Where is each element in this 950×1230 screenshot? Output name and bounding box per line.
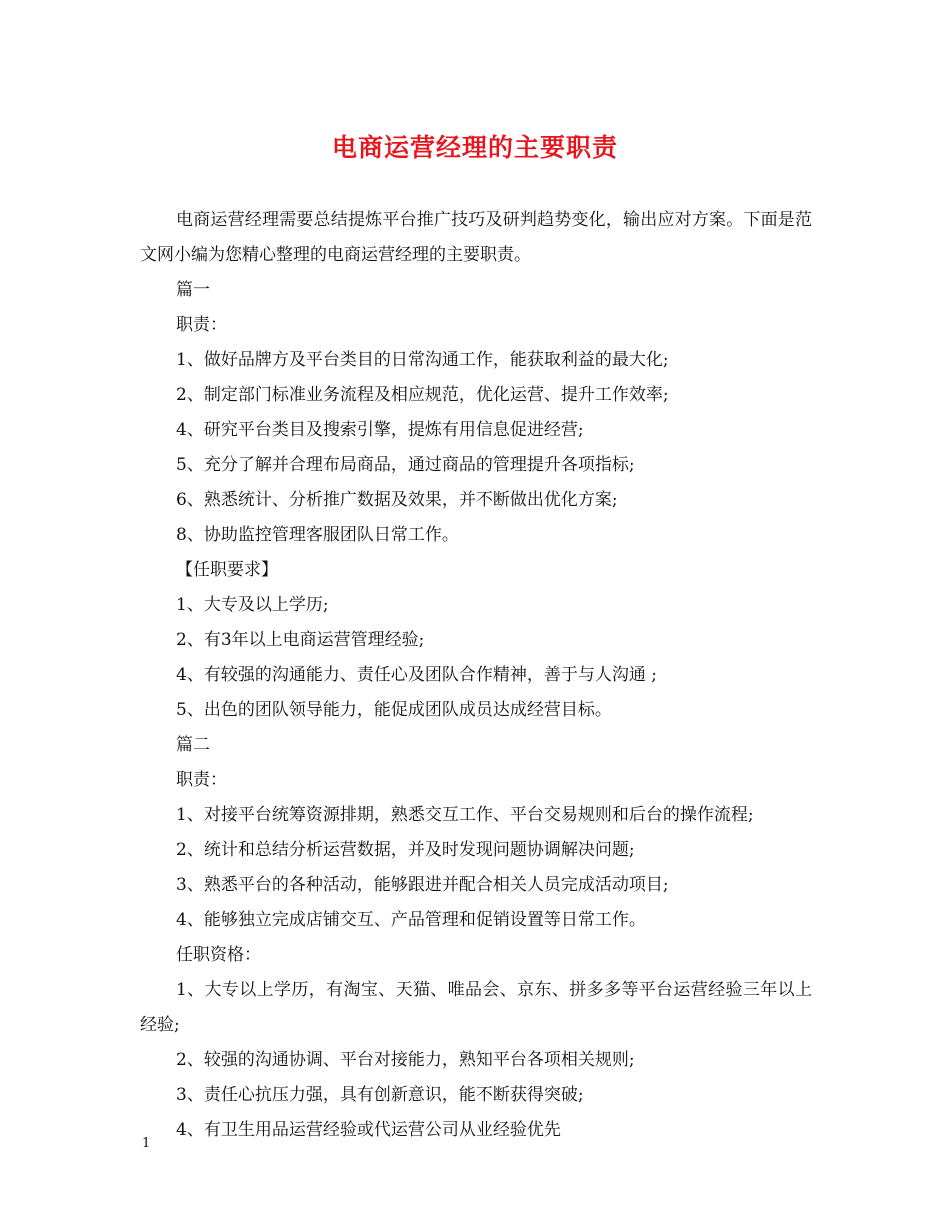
text-line: 4、有卫生用品运营经验或代运营公司从业经验优先 [176,1120,561,1140]
text-line: 3、责任心抗压力强，具有创新意识，能不断获得突破; [176,1085,584,1105]
text-line: 任职资格： [176,945,261,965]
text-line: 8、协助监控管理客服团队日常工作。 [176,525,459,545]
text-line: 4、研究平台类目及搜索引擎，提炼有用信息促进经营; [176,420,584,440]
intro-paragraph: 电商运营经理需要总结提炼平台推广技巧及研判趋势变化，输出应对方案。下面是范文网小编为您精心整理的电商运营经理的主要职责。 [140,210,812,265]
text-line: 篇一 [176,280,210,300]
text-line: 【任职要求】 [176,560,278,580]
text-line: 1、对接平台统筹资源排期，熟悉交互工作、平台交易规则和后台的操作流程; [176,805,754,825]
text-line: 1、大专及以上学历; [176,595,329,615]
text-line: 4、有较强的沟通能力、责任心及团队合作精神，善于与人沟通 ; [176,665,657,685]
text-line: 5、充分了解并合理布局商品，通过商品的管理提升各项指标; [176,455,635,475]
text-line: 2、较强的沟通协调、平台对接能力，熟知平台各项相关规则; [176,1050,635,1070]
text-line: 2、有3年以上电商运营管理经验; [176,630,425,650]
section-lines-c [140,1043,812,1148]
qualification-paragraph: 1、大专以上学历，有淘宝、天猫、唯品会、京东、拼多多等平台运营经验三年以上经验; [140,980,812,1035]
text-line: 6、熟悉统计、分析推广数据及效果，并不断做出优化方案; [176,490,618,510]
section-lines-a [140,273,812,973]
text-line: 4、能够独立完成店铺交互、产品管理和促销设置等日常工作。 [176,910,646,930]
text-line: 1、做好品牌方及平台类目的日常沟通工作，能获取利益的最大化; [176,350,669,370]
text-line: 篇二 [176,735,210,755]
document-body [140,203,812,1148]
text-line: 职责： [176,770,227,790]
text-line: 职责： [176,315,227,335]
document-title: 电商运营经理的主要职责 [331,133,618,162]
text-line: 2、统计和总结分析运营数据，并及时发现问题协调解决问题; [176,840,635,860]
text-line: 5、出色的团队领导能力，能促成团队成员达成经营目标。 [176,700,612,720]
text-line: 3、熟悉平台的各种活动，能够跟进并配合相关人员完成活动项目; [176,875,669,895]
page-number: 1 [142,1136,151,1151]
text-line: 2、制定部门标准业务流程及相应规范，优化运营、提升工作效率; [176,385,669,405]
